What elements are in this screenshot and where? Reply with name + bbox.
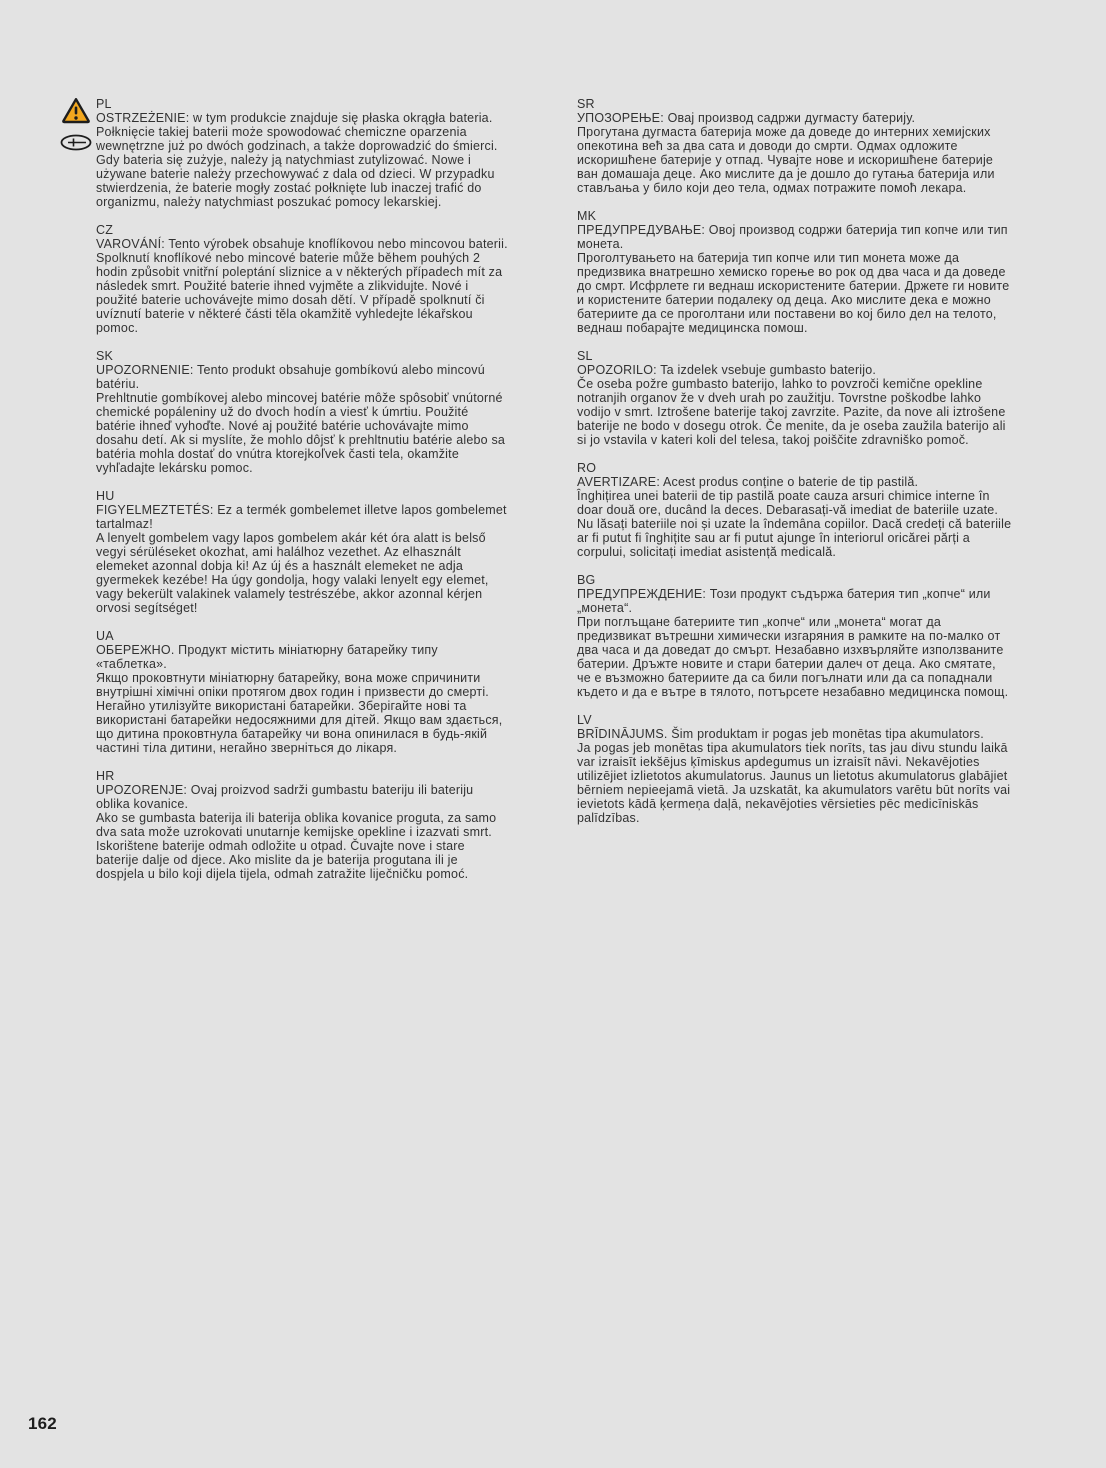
language-code: RO [577, 461, 597, 475]
language-code: HR [96, 769, 115, 783]
warning-section-bg [577, 573, 1013, 699]
warning-statement: ПРЕДУПРЕДУВАЊЕ: Овој производ содржи батерија тип копче или тип монета. [577, 223, 1008, 251]
language-code: LV [577, 713, 592, 727]
warning-body: A lenyelt gombelem vagy lapos gombelem akár két óra alatt is belső vegyi sérüléseket okozhat, ami halálhoz vezethet. Az elhasznált elemeket azonnal dobja ki! Az új és a használt elemeket ne adja gyermekek kezébe! Ha úgy gondolja, hogy valaki lenyelt egy elemet, vagy bekerült valakinek valamely testrészébe, akkor azonnal kérjen orvosi segítséget! [96, 531, 489, 615]
warning-section-lv [577, 713, 1013, 825]
warning-body: Прогутана дугмаста батерија може да доведе до интерних хемијских опекотина већ за два сата и доводи до смрти. Одмах одложите искоришћене батерије у отпад. Чувајте нове и искоришћене батерије ван домашаја деце. Ако мислите да је дошло до гутања батерија или стављања у било који део тела, одмах потражите помоћ лекара. [577, 125, 995, 195]
warnings-column-left [96, 97, 508, 895]
warning-statement: BRĪDINĀJUMS. Šim produktam ir pogas jeb monētas tipa akumulators. [577, 727, 984, 741]
battery-warning-icons [58, 97, 94, 156]
language-code: UA [96, 629, 114, 643]
warning-statement: AVERTIZARE: Acest produs conține o baterie de tip pastilă. [577, 475, 919, 489]
warning-section-sl [577, 349, 1013, 447]
warning-body: Проголтувањето на батерија тип копче или тип монета може да предизвика внатрешно хемиско горење во рок од два часа и да доведе до смрт. Исфрлете ги веднаш искористените батерии. Држете ги новите и користените батерии подалеку од деца. Ако мислите дека е можно батериите да се проголтани или поставени во кој било дел на телото, веднаш побарајте медицинска помош. [577, 251, 1010, 335]
warning-section-sk [96, 349, 508, 475]
language-code: SR [577, 97, 595, 111]
warning-body: Če oseba požre gumbasto baterijo, lahko to povzroči kemične opekline notranjih organov že v dveh urah po zaužitju. Tovrstne poškodbe lahko vodijo v smrt. Iztrošene baterije takoj zavrzite. Pazite, da nove ali iztrošene baterije ne bodo v dosegu otrok. Če menite, da je oseba zaužila baterijo ali si jo vstavila v kateri koli del telesa, takoj poiščite zdravniško pomoč. [577, 377, 1006, 447]
warning-statement: UPOZORNENIE: Tento produkt obsahuje gombíkovú alebo mincovú batériu. [96, 363, 485, 391]
warning-body: Spolknutí knoflíkové nebo mincové baterie může během pouhých 2 hodin způsobit vnitřní poleptání sliznice a v některých případech mít za následek smrt. Použité baterie ihned vyjměte a zlikvidujte. Nové i použité baterie uchovávejte mimo dosah dětí. V případě spolknutí či uvíznutí baterie v některé části těla okamžitě vyhledejte lékařskou pomoc. [96, 251, 503, 335]
warning-section-ua [96, 629, 508, 755]
language-code: PL [96, 97, 112, 111]
warning-section-hu [96, 489, 508, 615]
warning-body: Ja pogas jeb monētas tipa akumulators tiek norīts, tas jau divu stundu laikā var izraisīt iekšējus ķīmiskus apdegumus un izraisīt nāvi. Nekavējoties utilizējiet izlietotos akumulatorus. Jaunus un lietotus akumulatorus glabājiet bērniem nepieejamā vietā. Ja uzskatāt, ka akumulators varētu būt norīts vai ievietots kādā ķermeņa daļā, nekavējoties vērsieties pēc medicīniskās palīdzības. [577, 741, 1011, 825]
warning-statement: UPOZORENJE: Ovaj proizvod sadrži gumbastu bateriju ili bateriju oblika kovanice. [96, 783, 474, 811]
warning-body: Якщо проковтнути мініатюрну батарейку, вона може спричинити внутрішні хімічні опіки протягом двох годин і призвести до смерті. Негайно утилізуйте використані батарейки. Зберігайте нові та використані батарейки недосяжними для дітей. Якщо вам здається, що дитина проковтнула батарейку чи вона опинилася в будь-якій частині тіла дитини, негайно зверніться до лікаря. [96, 671, 503, 755]
warning-statement: УПОЗОРЕЊЕ: Овај производ садржи дугмасту батерију. [577, 111, 916, 125]
warning-statement: ОБЕРЕЖНО. Продукт містить мініатюрну батарейку типу «таблетка». [96, 643, 438, 671]
warning-body: Połknięcie takiej baterii może spowodować chemiczne oparzenia wewnętrzne już po dwóch godzinach, a także doprowadzić do śmierci. Gdy bateria się zużyje, należy ją natychmiast zutylizować. Nowe i używane baterie należy przechowywać z dala od dzieci. W przypadku stwierdzenia, że baterie mogły zostać połknięte lub inaczej trafić do organizmu, należy natychmiast poszukać pomocy lekarskiej. [96, 125, 498, 209]
warning-section-cz [96, 223, 508, 335]
language-code: HU [96, 489, 115, 503]
language-code: SL [577, 349, 593, 363]
warning-section-mk [577, 209, 1013, 335]
language-code: MK [577, 209, 597, 223]
language-code: SK [96, 349, 114, 363]
warning-body: Înghițirea unei baterii de tip pastilă poate cauza arsuri chimice interne în doar două ore, ducând la deces. Debarasați-vă imediat de bateriile uzate. Nu lăsați bateriile noi și uzate la îndemâna copiilor. Dacă credeți că bateriile ar fi putut fi înghițite sau ar fi putut ajunge în interiorul oricărei părți a corpului, solicitați imediat asistență medicală. [577, 489, 1012, 559]
warning-body: Prehltnutie gombíkovej alebo mincovej batérie môže spôsobiť vnútorné chemické popáleniny už do dvoch hodín a viesť k úmrtiu. Použité batérie ihneď vyhoďte. Nové aj použité batérie uchovávajte mimo dosahu detí. Ak si myslíte, že mohlo dôjsť k prehltnutiu batérie alebo sa batéria mohla dostať do vnútra ktorejkoľvek časti tela, okamžite vyhľadajte lekársku pomoc. [96, 391, 506, 475]
warning-statement: OSTRZEŻENIE: w tym produkcie znajduje się płaska okrągła bateria. [96, 111, 493, 125]
warning-section-ro [577, 461, 1013, 559]
warning-statement: OPOZORILO: Ta izdelek vsebuje gumbasto baterijo. [577, 363, 877, 377]
warning-body: Ako se gumbasta baterija ili baterija oblika kovanice proguta, za samo dva sata može uzrokovati unutarnje kemijske opekline i izazvati smrt. Iskorištene baterije odmah odložite u otpad. Čuvajte nove i stare baterije dalje od djece. Ako mislite da je baterija progutana ili je dospjela u bilo koji dijela tijela, odmah zatražite liječničku pomoć. [96, 811, 497, 881]
warning-statement: ПРЕДУПРЕЖДЕНИЕ: Този продукт съдържа батерия тип „копче“ или „монета“. [577, 587, 991, 615]
warning-triangle-icon [61, 97, 91, 129]
language-code: BG [577, 573, 596, 587]
warning-statement: VAROVÁNÍ: Tento výrobek obsahuje knoflíkovou nebo mincovou baterii. [96, 237, 508, 251]
warnings-column-right [577, 97, 1013, 839]
warning-section-sr [577, 97, 1013, 195]
language-code: CZ [96, 223, 114, 237]
warning-statement: FIGYELMEZTETÉS: Ez a termék gombelemet illetve lapos gombelemet tartalmaz! [96, 503, 507, 531]
coin-cell-battery-icon [60, 134, 92, 156]
warning-section-hr [96, 769, 508, 881]
page-number: 162 [28, 1414, 57, 1433]
warning-body: При поглъщане батериите тип „копче“ или „монета“ могат да предизвикат вътрешни химически изгаряния в рамките на по-малко от два часа и да доведат до смърт. Незабавно изхвърляйте използваните батерии. Дръжте новите и стари батерии далеч от деца. Ако смятате, че е възможно батериите да са били погълнати или да са попаднали където и да е вътре в тялото, потърсете незабавно медицинска помощ. [577, 615, 1009, 699]
warning-section-pl [96, 97, 508, 209]
